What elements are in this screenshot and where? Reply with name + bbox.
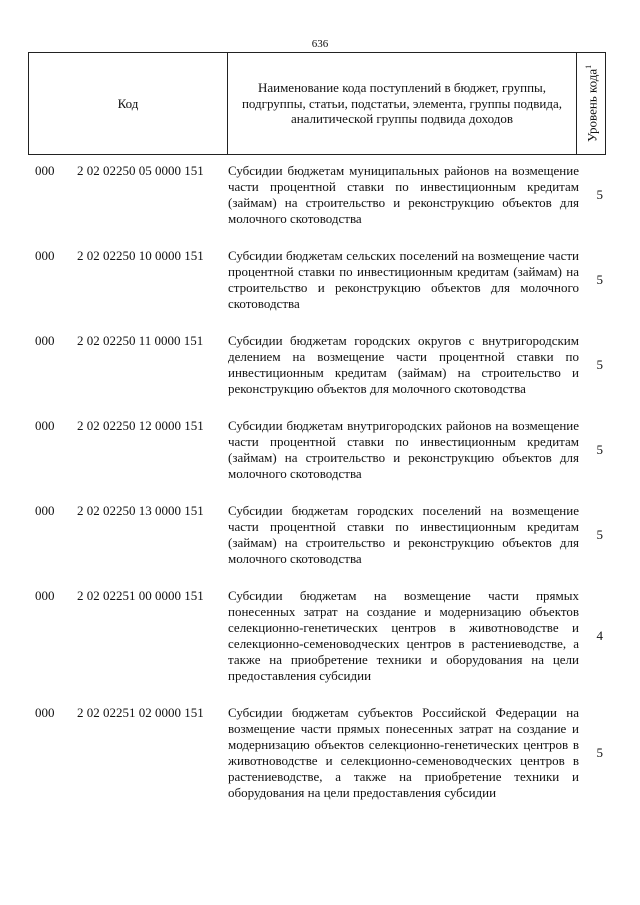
admin-code-cell: 000 [35,705,55,720]
code-name-cell: Субсидии бюджетам городских поселений на возмещение части процентной ставки по инвестиционным кредитам (займам) на строительство и реконструкцию объектов для молочного скотоводства [228,503,579,566]
admin-code-cell: 000 [35,503,55,518]
header-level-footnote: 1 [584,64,594,69]
code-name-cell: Субсидии бюджетам муниципальных районов на возмещение части процентной ставки по инвестиционным кредитам (займам) на строительство и реконструкцию объектов для молочного скотоводства [228,163,579,226]
code-level-cell: 5 [596,187,603,202]
admin-code-cell: 000 [35,588,55,603]
code-level-cell: 5 [596,745,603,760]
code-level-cell: 5 [596,272,603,287]
admin-code-cell: 000 [35,418,55,433]
code-name-cell: Субсидии бюджетам сельских поселений на возмещение части процентной ставки по инвестиционным кредитам (займам) на строительство и реконструкцию объектов для молочного скотоводства [228,248,579,311]
header-level-text: Уровень кода [584,68,600,143]
table-header [28,52,606,155]
table-body [33,163,605,822]
code-name-cell: Субсидии бюджетам внутригородских районов на возмещение части процентной ставки по инвестиционным кредитам (займам) на строительство и реконструкцию объектов для молочного скотоводства [228,418,579,481]
budget-code-cell: 2 02 02250 11 0000 151 [77,333,204,348]
budget-code-cell: 2 02 02251 00 0000 151 [77,588,204,603]
page-number: 636 [311,38,329,50]
header-level-label [582,65,601,142]
table-row [33,163,605,227]
code-name-cell: Субсидии бюджетам субъектов Российской Федерации на возмещение части прямых понесенных затрат на создание и модернизацию объектов селекционно-генетических центров в животноводстве и селекционно-семеноводческих центров в растениеводстве, а также на приобретение техники и оборудования на цели предоставления субсидии [228,705,579,800]
code-level-cell: 5 [596,442,603,457]
admin-code-cell: 000 [35,163,55,178]
code-level-cell: 5 [596,527,603,542]
header-code: Код [29,53,228,154]
admin-code-cell: 000 [35,333,55,348]
code-name-cell: Субсидии бюджетам городских округов с внутригородским делением на возмещение части процентной ставки по инвестиционным кредитам (займам) на строительство и реконструкцию объектов для молочного скотоводства [228,333,579,396]
header-name: Наименование кода поступлений в бюджет, группы, подгруппы, статьи, подстатьи, элемента, группы подвида, аналитической группы подвида доходов [228,53,577,154]
table-row [33,588,605,684]
budget-code-cell: 2 02 02250 13 0000 151 [77,503,204,518]
budget-code-cell: 2 02 02251 02 0000 151 [77,705,204,720]
table-row [33,248,605,312]
header-level [577,53,605,154]
table-row [33,333,605,397]
code-level-cell: 4 [596,628,603,643]
budget-code-cell: 2 02 02250 05 0000 151 [77,163,204,178]
code-name-cell: Субсидии бюджетам на возмещение части прямых понесенных затрат на создание и модернизацию объектов селекционно-генетических центров в животноводстве и селекционно-семеноводческих центров в растениеводстве, а также на приобретение техники и оборудования на цели предоставления субсидии [228,588,579,683]
budget-code-cell: 2 02 02250 12 0000 151 [77,418,204,433]
table-row [33,503,605,567]
table-row [33,418,605,482]
code-level-cell: 5 [596,357,603,372]
table-row [33,705,605,801]
admin-code-cell: 000 [35,248,55,263]
budget-code-cell: 2 02 02250 10 0000 151 [77,248,204,263]
